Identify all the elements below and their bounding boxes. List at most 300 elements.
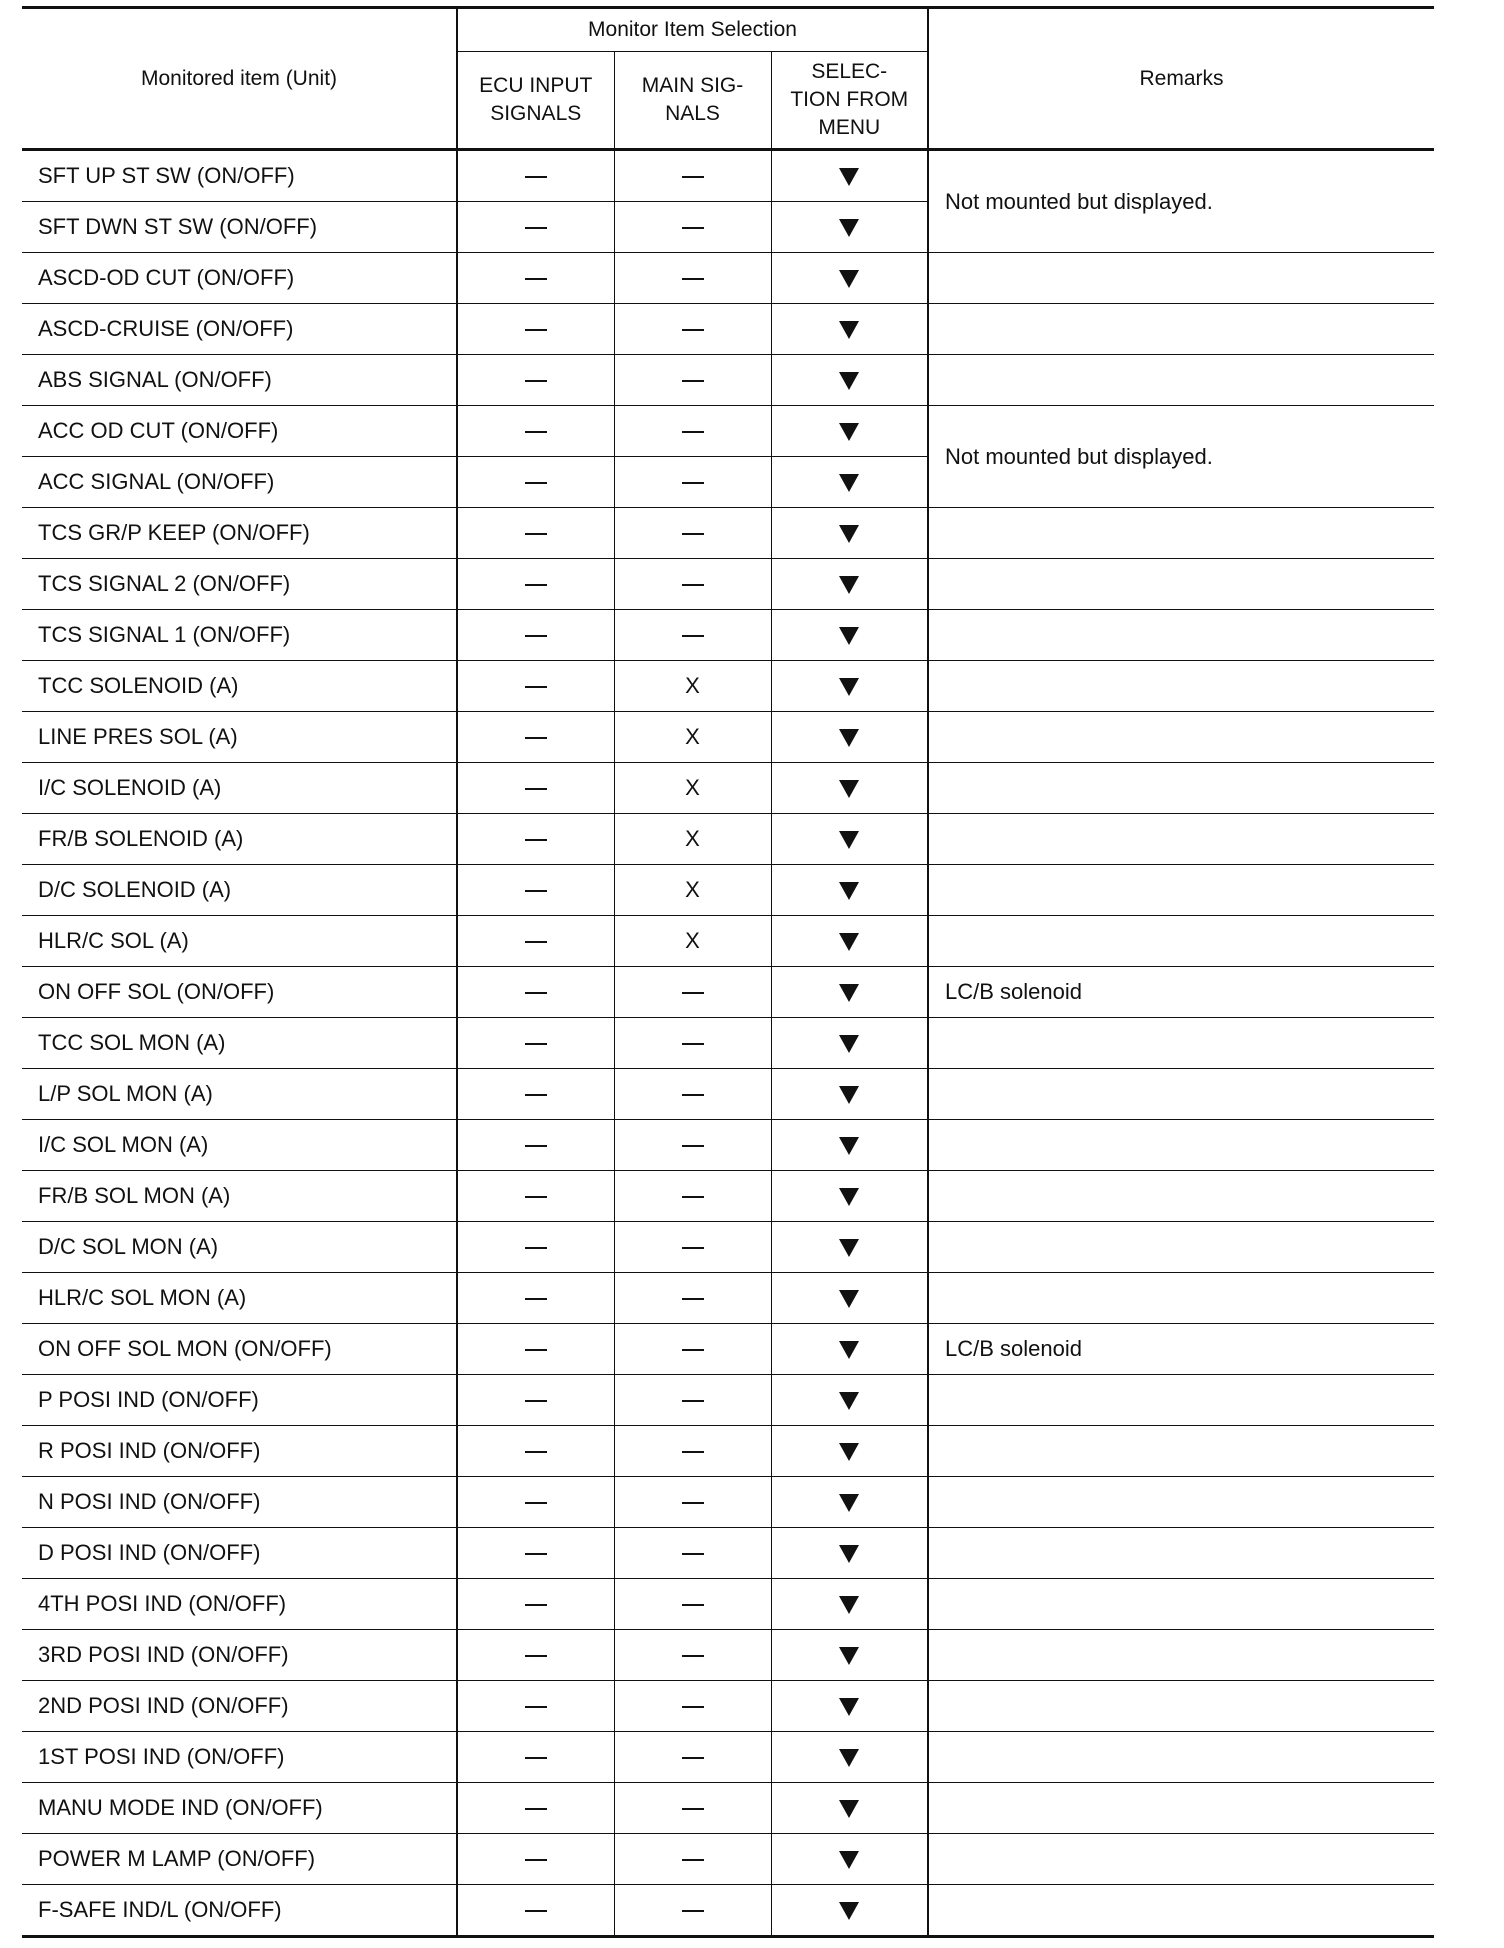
main-signals-cell: [614, 1477, 771, 1528]
selection-from-menu-cell: [771, 661, 928, 712]
down-triangle-icon: [839, 1392, 859, 1410]
down-triangle-icon: [839, 1851, 859, 1869]
main-signals-cell: [614, 1069, 771, 1120]
table-row: [22, 814, 1434, 865]
ecu-input-signals-cell: [457, 1528, 614, 1579]
remarks-cell-empty: [928, 763, 1434, 814]
dash-mark: [525, 1859, 547, 1861]
dash-mark: [525, 737, 547, 739]
table-row: [22, 610, 1434, 661]
down-triangle-icon: [839, 1341, 859, 1359]
dash-mark: [525, 380, 547, 382]
main-signals-cell: [614, 1579, 771, 1630]
down-triangle-icon: [839, 678, 859, 696]
selection-from-menu-cell: [771, 1069, 928, 1120]
dash-mark: [525, 278, 547, 280]
dash-mark: [525, 1706, 547, 1708]
main-signals-cell: [614, 712, 771, 763]
dash-mark: [682, 1094, 704, 1096]
table-row: [22, 1069, 1434, 1120]
main-signals-cell: [614, 610, 771, 661]
ecu-input-signals-cell: [457, 1783, 614, 1834]
dash-mark: [525, 329, 547, 331]
selection-from-menu-cell: [771, 1171, 928, 1222]
selection-from-menu-cell: [771, 1273, 928, 1324]
dash-mark: [682, 1553, 704, 1555]
header-main-line-2: NALS: [665, 102, 720, 125]
remarks-cell-empty: [928, 1783, 1434, 1834]
table-row: [22, 916, 1434, 967]
down-triangle-icon: [839, 1290, 859, 1308]
table-row: [22, 253, 1434, 304]
dash-mark: [682, 278, 704, 280]
down-triangle-icon: [839, 729, 859, 747]
main-signals-cell: [614, 1732, 771, 1783]
header-menu-line-1: SELEC-: [811, 60, 888, 83]
down-triangle-icon: [839, 1596, 859, 1614]
down-triangle-icon: [839, 1239, 859, 1257]
monitored-item-cell: HLR/C SOL MON (A): [22, 1273, 457, 1324]
selection-from-menu-cell: [771, 355, 928, 406]
dash-mark: [525, 1910, 547, 1912]
monitored-item-cell: I/C SOL MON (A): [22, 1120, 457, 1171]
down-triangle-icon: [839, 984, 859, 1002]
table-row: [22, 355, 1434, 406]
main-signals-cell: [614, 559, 771, 610]
main-signals-cell: [614, 253, 771, 304]
dash-mark: [525, 533, 547, 535]
ecu-input-signals-cell: [457, 1069, 614, 1120]
down-triangle-icon: [839, 627, 859, 645]
dash-mark: [682, 1655, 704, 1657]
selection-from-menu-cell: [771, 1324, 928, 1375]
main-signals-cell: [614, 1528, 771, 1579]
dash-mark: [525, 686, 547, 688]
ecu-input-signals-cell: [457, 1834, 614, 1885]
selection-from-menu-cell: [771, 253, 928, 304]
remarks-cell-empty: [928, 1834, 1434, 1885]
header-menu-line-2: TION FROM: [790, 88, 909, 111]
main-signals-cell: [614, 1681, 771, 1732]
remarks-cell-empty: [928, 559, 1434, 610]
selection-from-menu-cell: [771, 1834, 928, 1885]
dash-mark: [682, 431, 704, 433]
header-menu-line-3: MENU: [818, 116, 881, 139]
monitored-item-cell: TCC SOL MON (A): [22, 1018, 457, 1069]
remarks-cell-empty: [928, 1630, 1434, 1681]
remarks-cell: LC/B solenoid: [928, 1324, 1434, 1375]
remarks-cell-empty: [928, 355, 1434, 406]
table-row: [22, 1528, 1434, 1579]
ecu-input-signals-cell: [457, 1630, 614, 1681]
main-signals-cell: [614, 1630, 771, 1681]
monitored-item-cell: D/C SOLENOID (A): [22, 865, 457, 916]
selection-from-menu-cell: [771, 202, 928, 253]
down-triangle-icon: [839, 525, 859, 543]
remarks-cell-empty: [928, 1579, 1434, 1630]
down-triangle-icon: [839, 1902, 859, 1920]
table-row: [22, 1630, 1434, 1681]
header-main-signals: [614, 52, 771, 150]
dash-mark: [682, 1808, 704, 1810]
dash-mark: [525, 941, 547, 943]
dash-mark: [525, 992, 547, 994]
x-mark: X: [685, 673, 700, 698]
table-row: [22, 1273, 1434, 1324]
main-signals-cell: [614, 150, 771, 202]
ecu-input-signals-cell: [457, 202, 614, 253]
ecu-input-signals-cell: [457, 1171, 614, 1222]
dash-mark: [525, 839, 547, 841]
selection-from-menu-cell: [771, 1426, 928, 1477]
down-triangle-icon: [839, 1545, 859, 1563]
dash-mark: [525, 1655, 547, 1657]
main-signals-cell: [614, 763, 771, 814]
down-triangle-icon: [839, 933, 859, 951]
ecu-input-signals-cell: [457, 1732, 614, 1783]
down-triangle-icon: [839, 1494, 859, 1512]
dash-mark: [525, 1451, 547, 1453]
dash-mark: [682, 1349, 704, 1351]
down-triangle-icon: [839, 831, 859, 849]
remarks-cell-empty: [928, 1681, 1434, 1732]
ecu-input-signals-cell: [457, 1885, 614, 1937]
main-signals-cell: [614, 1324, 771, 1375]
main-signals-cell: [614, 304, 771, 355]
dash-mark: [682, 1910, 704, 1912]
main-signals-cell: [614, 1120, 771, 1171]
monitored-item-cell: D POSI IND (ON/OFF): [22, 1528, 457, 1579]
main-signals-cell: [614, 1018, 771, 1069]
down-triangle-icon: [839, 1800, 859, 1818]
table-row: [22, 1018, 1434, 1069]
down-triangle-icon: [839, 270, 859, 288]
main-signals-cell: [614, 1783, 771, 1834]
x-mark: X: [685, 826, 700, 851]
x-mark: X: [685, 877, 700, 902]
monitored-item-cell: ON OFF SOL MON (ON/OFF): [22, 1324, 457, 1375]
table-row: [22, 763, 1434, 814]
monitored-item-cell: ABS SIGNAL (ON/OFF): [22, 355, 457, 406]
dash-mark: [682, 482, 704, 484]
ecu-input-signals-cell: [457, 559, 614, 610]
ecu-input-signals-cell: [457, 1426, 614, 1477]
header-monitor-item-selection: Monitor Item Selection: [457, 8, 928, 52]
dash-mark: [682, 329, 704, 331]
ecu-input-signals-cell: [457, 1375, 614, 1426]
dash-mark: [525, 1145, 547, 1147]
table-row: [22, 1885, 1434, 1937]
ecu-input-signals-cell: [457, 253, 614, 304]
monitored-item-cell: ON OFF SOL (ON/OFF): [22, 967, 457, 1018]
remarks-cell-empty: [928, 661, 1434, 712]
remarks-cell-empty: [928, 712, 1434, 763]
selection-from-menu-cell: [771, 1120, 928, 1171]
dash-mark: [682, 1298, 704, 1300]
down-triangle-icon: [839, 1137, 859, 1155]
selection-from-menu-cell: [771, 1222, 928, 1273]
main-signals-cell: [614, 916, 771, 967]
dash-mark: [525, 1298, 547, 1300]
remarks-cell-empty: [928, 916, 1434, 967]
header-selection-from-menu: [771, 52, 928, 150]
table-row: [22, 661, 1434, 712]
main-signals-cell: [614, 406, 771, 457]
monitored-item-cell: 1ST POSI IND (ON/OFF): [22, 1732, 457, 1783]
remarks-cell: LC/B solenoid: [928, 967, 1434, 1018]
monitored-item-cell: D/C SOL MON (A): [22, 1222, 457, 1273]
table-row: [22, 967, 1434, 1018]
monitored-item-cell: ASCD-OD CUT (ON/OFF): [22, 253, 457, 304]
selection-from-menu-cell: [771, 150, 928, 202]
ecu-input-signals-cell: [457, 355, 614, 406]
remarks-cell-empty: [928, 610, 1434, 661]
selection-from-menu-cell: [771, 967, 928, 1018]
remarks-cell-empty: [928, 508, 1434, 559]
dash-mark: [525, 1502, 547, 1504]
table-row: [22, 559, 1434, 610]
dash-mark: [525, 890, 547, 892]
dash-mark: [525, 1553, 547, 1555]
main-signals-cell: [614, 1222, 771, 1273]
dash-mark: [682, 992, 704, 994]
dash-mark: [525, 1247, 547, 1249]
dash-mark: [682, 1502, 704, 1504]
table-row: [22, 1426, 1434, 1477]
dash-mark: [682, 1604, 704, 1606]
table-row: [22, 1375, 1434, 1426]
monitored-item-cell: 4TH POSI IND (ON/OFF): [22, 1579, 457, 1630]
table-row: [22, 712, 1434, 763]
table-row: [22, 865, 1434, 916]
remarks-cell-empty: [928, 1426, 1434, 1477]
monitored-item-cell: MANU MODE IND (ON/OFF): [22, 1783, 457, 1834]
selection-from-menu-cell: [771, 916, 928, 967]
ecu-input-signals-cell: [457, 1681, 614, 1732]
selection-from-menu-cell: [771, 1579, 928, 1630]
x-mark: X: [685, 724, 700, 749]
remarks-cell-empty: [928, 304, 1434, 355]
down-triangle-icon: [839, 168, 859, 186]
monitored-item-cell: TCS SIGNAL 1 (ON/OFF): [22, 610, 457, 661]
monitored-item-cell: FR/B SOL MON (A): [22, 1171, 457, 1222]
dash-mark: [525, 1094, 547, 1096]
x-mark: X: [685, 775, 700, 800]
remarks-cell: Not mounted but displayed.: [928, 406, 1434, 508]
ecu-input-signals-cell: [457, 1120, 614, 1171]
main-signals-cell: [614, 1885, 771, 1937]
selection-from-menu-cell: [771, 1018, 928, 1069]
down-triangle-icon: [839, 1443, 859, 1461]
remarks-cell-empty: [928, 1375, 1434, 1426]
dash-mark: [682, 533, 704, 535]
monitored-item-cell: R POSI IND (ON/OFF): [22, 1426, 457, 1477]
dash-mark: [525, 431, 547, 433]
monitored-item-cell: F-SAFE IND/L (ON/OFF): [22, 1885, 457, 1937]
dash-mark: [525, 1604, 547, 1606]
dash-mark: [682, 584, 704, 586]
main-signals-cell: [614, 1273, 771, 1324]
main-signals-cell: [614, 814, 771, 865]
down-triangle-icon: [839, 882, 859, 900]
table-row: [22, 1171, 1434, 1222]
monitored-item-cell: 3RD POSI IND (ON/OFF): [22, 1630, 457, 1681]
header-remarks: Remarks: [928, 8, 1434, 150]
selection-from-menu-cell: [771, 1630, 928, 1681]
dash-mark: [682, 1757, 704, 1759]
selection-from-menu-cell: [771, 814, 928, 865]
down-triangle-icon: [839, 780, 859, 798]
selection-from-menu-cell: [771, 865, 928, 916]
down-triangle-icon: [839, 1188, 859, 1206]
table-row: [22, 304, 1434, 355]
monitored-item-cell: L/P SOL MON (A): [22, 1069, 457, 1120]
down-triangle-icon: [839, 372, 859, 390]
ecu-input-signals-cell: [457, 508, 614, 559]
ecu-input-signals-cell: [457, 661, 614, 712]
ecu-input-signals-cell: [457, 814, 614, 865]
remarks-cell-empty: [928, 1885, 1434, 1937]
selection-from-menu-cell: [771, 1375, 928, 1426]
monitored-item-cell: POWER M LAMP (ON/OFF): [22, 1834, 457, 1885]
monitored-item-cell: 2ND POSI IND (ON/OFF): [22, 1681, 457, 1732]
table-row: [22, 406, 1434, 457]
down-triangle-icon: [839, 1647, 859, 1665]
monitored-item-cell: SFT DWN ST SW (ON/OFF): [22, 202, 457, 253]
remarks-cell-empty: [928, 1171, 1434, 1222]
monitored-item-cell: HLR/C SOL (A): [22, 916, 457, 967]
down-triangle-icon: [839, 1086, 859, 1104]
table-row: [22, 1783, 1434, 1834]
ecu-input-signals-cell: [457, 610, 614, 661]
main-signals-cell: [614, 1375, 771, 1426]
table-row: [22, 1732, 1434, 1783]
monitored-item-cell: TCS SIGNAL 2 (ON/OFF): [22, 559, 457, 610]
table-row: [22, 1120, 1434, 1171]
dash-mark: [682, 1247, 704, 1249]
ecu-input-signals-cell: [457, 1273, 614, 1324]
dash-mark: [525, 584, 547, 586]
monitored-item-cell: TCC SOLENOID (A): [22, 661, 457, 712]
header-monitored-item: Monitored item (Unit): [22, 8, 457, 150]
monitored-item-cell: ACC SIGNAL (ON/OFF): [22, 457, 457, 508]
main-signals-cell: [614, 1426, 771, 1477]
ecu-input-signals-cell: [457, 457, 614, 508]
dash-mark: [682, 1043, 704, 1045]
monitored-item-cell: I/C SOLENOID (A): [22, 763, 457, 814]
selection-from-menu-cell: [771, 559, 928, 610]
table-row: [22, 508, 1434, 559]
ecu-input-signals-cell: [457, 865, 614, 916]
down-triangle-icon: [839, 1698, 859, 1716]
table-row: [22, 150, 1434, 202]
dash-mark: [682, 1400, 704, 1402]
selection-from-menu-cell: [771, 610, 928, 661]
main-signals-cell: [614, 661, 771, 712]
remarks-cell-empty: [928, 1222, 1434, 1273]
dash-mark: [682, 227, 704, 229]
table-row: [22, 1834, 1434, 1885]
monitored-item-cell: P POSI IND (ON/OFF): [22, 1375, 457, 1426]
remarks-cell-empty: [928, 865, 1434, 916]
ecu-input-signals-cell: [457, 406, 614, 457]
ecu-input-signals-cell: [457, 916, 614, 967]
down-triangle-icon: [839, 474, 859, 492]
dash-mark: [682, 1145, 704, 1147]
monitored-item-cell: LINE PRES SOL (A): [22, 712, 457, 763]
remarks-cell-empty: [928, 1732, 1434, 1783]
table-row: [22, 1579, 1434, 1630]
monitored-item-cell: N POSI IND (ON/OFF): [22, 1477, 457, 1528]
remarks-cell: Not mounted but displayed.: [928, 150, 1434, 253]
down-triangle-icon: [839, 423, 859, 441]
ecu-input-signals-cell: [457, 1018, 614, 1069]
selection-from-menu-cell: [771, 712, 928, 763]
main-signals-cell: [614, 457, 771, 508]
selection-from-menu-cell: [771, 304, 928, 355]
ecu-input-signals-cell: [457, 1222, 614, 1273]
main-signals-cell: [614, 508, 771, 559]
main-signals-cell: [614, 355, 771, 406]
selection-from-menu-cell: [771, 1477, 928, 1528]
dash-mark: [525, 1043, 547, 1045]
down-triangle-icon: [839, 219, 859, 237]
selection-from-menu-cell: [771, 457, 928, 508]
main-signals-cell: [614, 967, 771, 1018]
monitored-item-cell: SFT UP ST SW (ON/OFF): [22, 150, 457, 202]
ecu-input-signals-cell: [457, 150, 614, 202]
ecu-input-signals-cell: [457, 967, 614, 1018]
dash-mark: [682, 176, 704, 178]
header-ecu-input-signals: [457, 52, 614, 150]
ecu-input-signals-cell: [457, 712, 614, 763]
dash-mark: [525, 1196, 547, 1198]
dash-mark: [525, 788, 547, 790]
dash-mark: [525, 482, 547, 484]
selection-from-menu-cell: [771, 1528, 928, 1579]
remarks-cell-empty: [928, 253, 1434, 304]
table-row: [22, 1477, 1434, 1528]
dash-mark: [682, 1451, 704, 1453]
remarks-cell-empty: [928, 1528, 1434, 1579]
dash-mark: [682, 380, 704, 382]
remarks-cell-empty: [928, 1477, 1434, 1528]
ecu-input-signals-cell: [457, 304, 614, 355]
monitored-item-cell: TCS GR/P KEEP (ON/OFF): [22, 508, 457, 559]
dash-mark: [682, 1196, 704, 1198]
main-signals-cell: [614, 202, 771, 253]
dash-mark: [525, 635, 547, 637]
selection-from-menu-cell: [771, 1885, 928, 1937]
down-triangle-icon: [839, 1749, 859, 1767]
remarks-cell-empty: [928, 1069, 1434, 1120]
remarks-cell-empty: [928, 814, 1434, 865]
table-row: [22, 1324, 1434, 1375]
dash-mark: [682, 1859, 704, 1861]
dash-mark: [525, 1757, 547, 1759]
ecu-input-signals-cell: [457, 1477, 614, 1528]
monitor-item-table: [22, 6, 1434, 1938]
down-triangle-icon: [839, 1035, 859, 1053]
dash-mark: [525, 1349, 547, 1351]
down-triangle-icon: [839, 576, 859, 594]
down-triangle-icon: [839, 321, 859, 339]
table-row: [22, 1681, 1434, 1732]
main-signals-cell: [614, 865, 771, 916]
remarks-cell-empty: [928, 1018, 1434, 1069]
selection-from-menu-cell: [771, 1732, 928, 1783]
remarks-cell-empty: [928, 1120, 1434, 1171]
